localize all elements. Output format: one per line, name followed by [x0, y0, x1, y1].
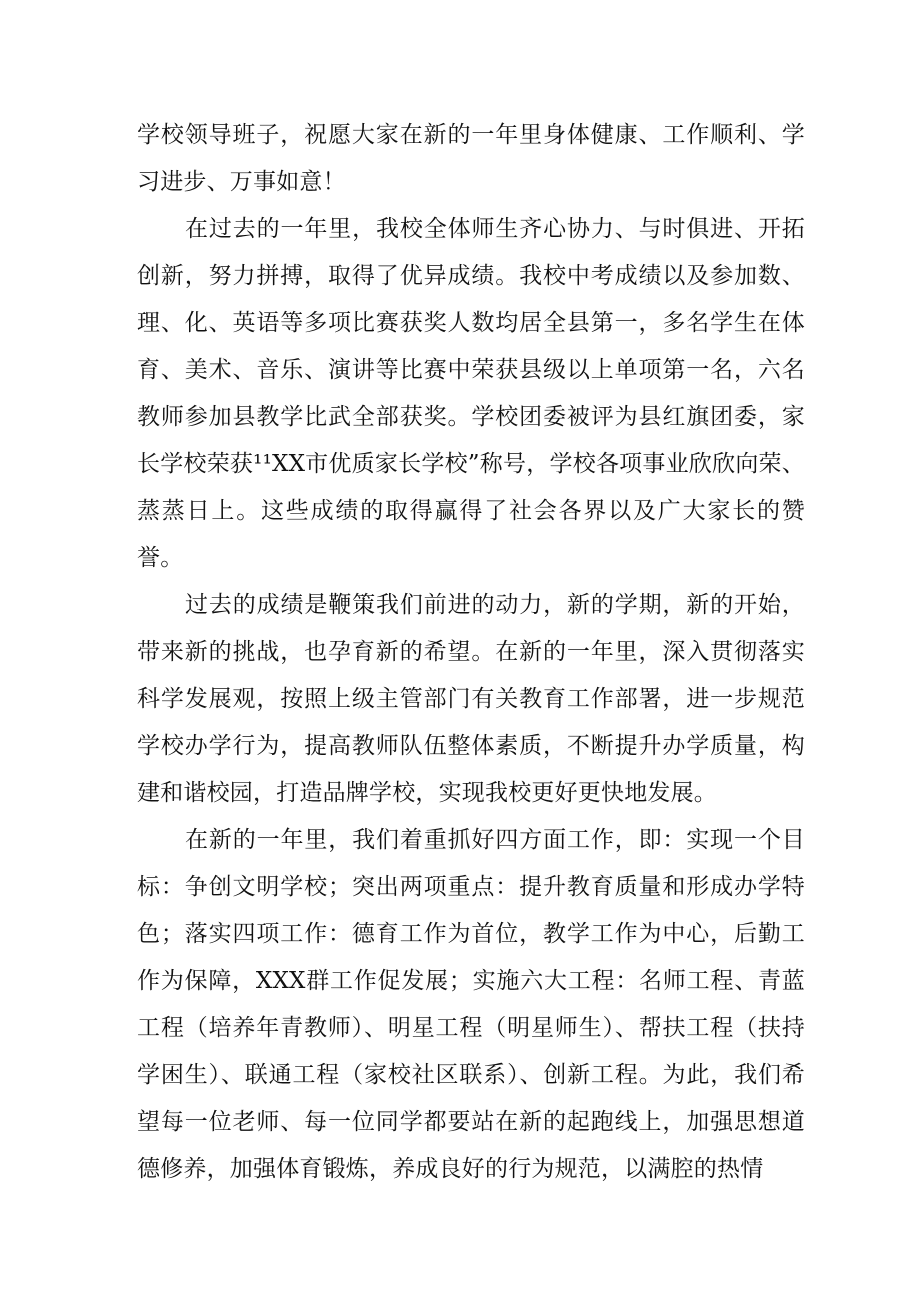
paragraph-continuation: 学校领导班子，祝愿大家在新的一年里身体健康、工作顺利、学习进步、万事如意！	[137, 122, 805, 195]
paragraph-new-semester: 过去的成绩是鞭策我们前进的动力，新的学期，新的开始，带来新的挑战，也孕育新的希望。在新的一年里，深入贯彻落实科学发展观，按照上级主管部门有关教育工作部署，进一步规范学校办学行为，提高教师队伍整体素质，不断提升办学质量，构建和谐校园，打造品牌学校，实现我校更好更快地发展。	[137, 592, 805, 806]
document-body	[137, 112, 805, 1193]
paragraph-achievements: 在过去的一年里，我校全体师生齐心协力、与时俱进、开拓创新，努力拼搏，取得了优异成绩。我校中考成绩以及参加数、理、化、英语等多项比赛获奖人数均居全县第一，多名学生在体育、美术、音乐、演讲等比赛中荣获县级以上单项第一名，六名教师参加县教学比武全部获奖。学校团委被评为县红旗团委，家长学校荣获¹¹XX市优质家长学校”称号，学校各项事业欣欣向荣、蒸蒸日上。这些成绩的取得赢得了社会各界以及广大家长的赞誉。	[137, 216, 805, 571]
paragraph-work-plan: 在新的一年里，我们着重抓好四方面工作，即：实现一个目标：争创文明学校；突出两项重点：提升教育质量和形成办学特色；落实四项工作：德育工作为首位，教学工作为中心，后勤工作为保障，XXX群工作促发展；实施六大工程：名师工程、青蓝工程（培养年青教师）、明星工程（明星师生）、帮扶工程（扶持学困生）、联通工程（家校社区联系）、创新工程。为此，我们希望每一位老师、每一位同学都要站在新的起跑线上，加强思想道德修养，加强体育锻炼，养成良好的行为规范，以满腔的热情	[137, 827, 805, 1182]
